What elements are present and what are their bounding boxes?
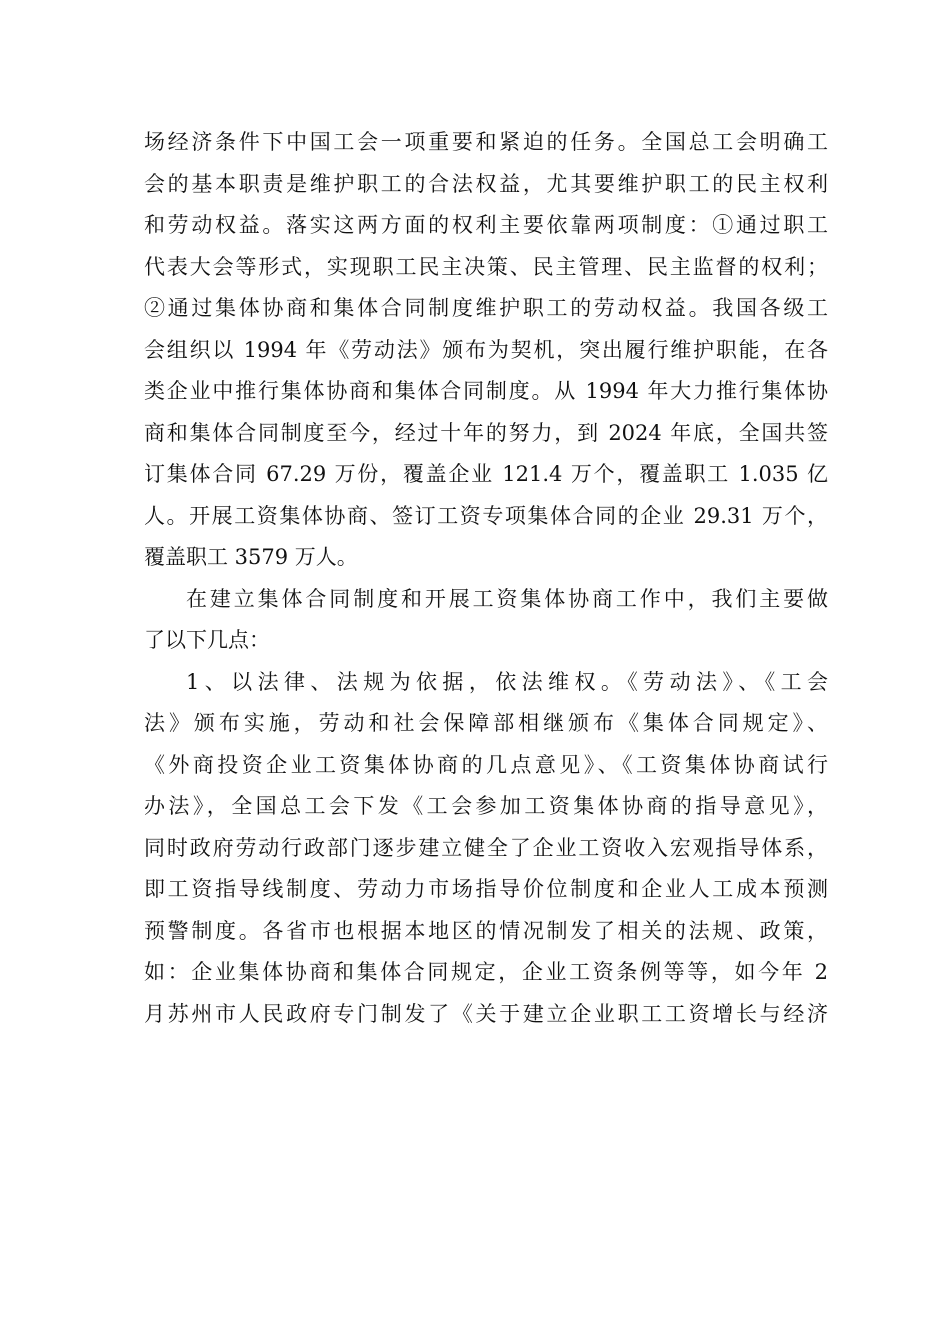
text-line: 会的基本职责是维护职工的合法权益，尤其要维护职工的民主权利 xyxy=(144,171,828,196)
text-line: 代表大会等形式，实现职工民主决策、民主管理、民主监督的权利； xyxy=(144,254,828,279)
text-line: 法》颁布实施，劳动和社会保障部相继颁布《集体合同规定》、 xyxy=(144,711,828,735)
text-line: 了以下几点： xyxy=(144,628,270,652)
text-line: 《外商投资企业工资集体协商的几点意见》、《工资集体协商试行 xyxy=(144,752,828,777)
text-line: 1、以法律、法规为依据，依法维权。《劳动法》、《工会 xyxy=(186,669,828,694)
text-line: ②通过集体协商和集体合同制度维护职工的劳动权益。我国各级工 xyxy=(144,296,828,320)
text-line: 即工资指导线制度、劳动力市场指导价位制度和企业人工成本预测 xyxy=(144,877,828,901)
text-line: 人。开展工资集体协商、签订工资专项集体合同的企业 29.31 万个， xyxy=(144,503,828,528)
text-line: 预警制度。各省市也根据本地区的情况制发了相关的法规、政策， xyxy=(144,918,828,943)
text-line: 如：企业集体协商和集体合同规定，企业工资条例等等，如今年 2 xyxy=(144,960,828,984)
text-line: 商和集体合同制度至今，经过十年的努力，到 2024 年底，全国共签 xyxy=(144,420,828,445)
text-line: 月苏州市人民政府专门制发了《关于建立企业职工工资增长与经济 xyxy=(144,1001,828,1026)
text-line: 和劳动权益。落实这两方面的权利主要依靠两项制度：①通过职工 xyxy=(144,213,828,237)
text-line: 覆盖职工 3579 万人。 xyxy=(144,545,358,569)
text-line: 办法》，全国总工会下发《工会参加工资集体协商的指导意见》， xyxy=(144,794,828,818)
text-line: 类企业中推行集体协商和集体合同制度。从 1994 年大力推行集体协 xyxy=(144,379,828,403)
text-line: 场经济条件下中国工会一项重要和紧迫的任务。全国总工会明确工 xyxy=(144,130,828,154)
text-line: 会组织以 1994 年《劳动法》颁布为契机，突出履行维护职能，在各 xyxy=(144,337,828,362)
text-line: 在建立集体合同制度和开展工资集体协商工作中，我们主要做 xyxy=(186,586,828,611)
body-text xyxy=(144,122,828,1035)
text-line: 订集体合同 67.29 万份，覆盖企业 121.4 万个，覆盖职工 1.035 亿 xyxy=(144,462,828,486)
text-line: 同时政府劳动行政部门逐步建立健全了企业工资收入宏观指导体系， xyxy=(144,835,828,860)
